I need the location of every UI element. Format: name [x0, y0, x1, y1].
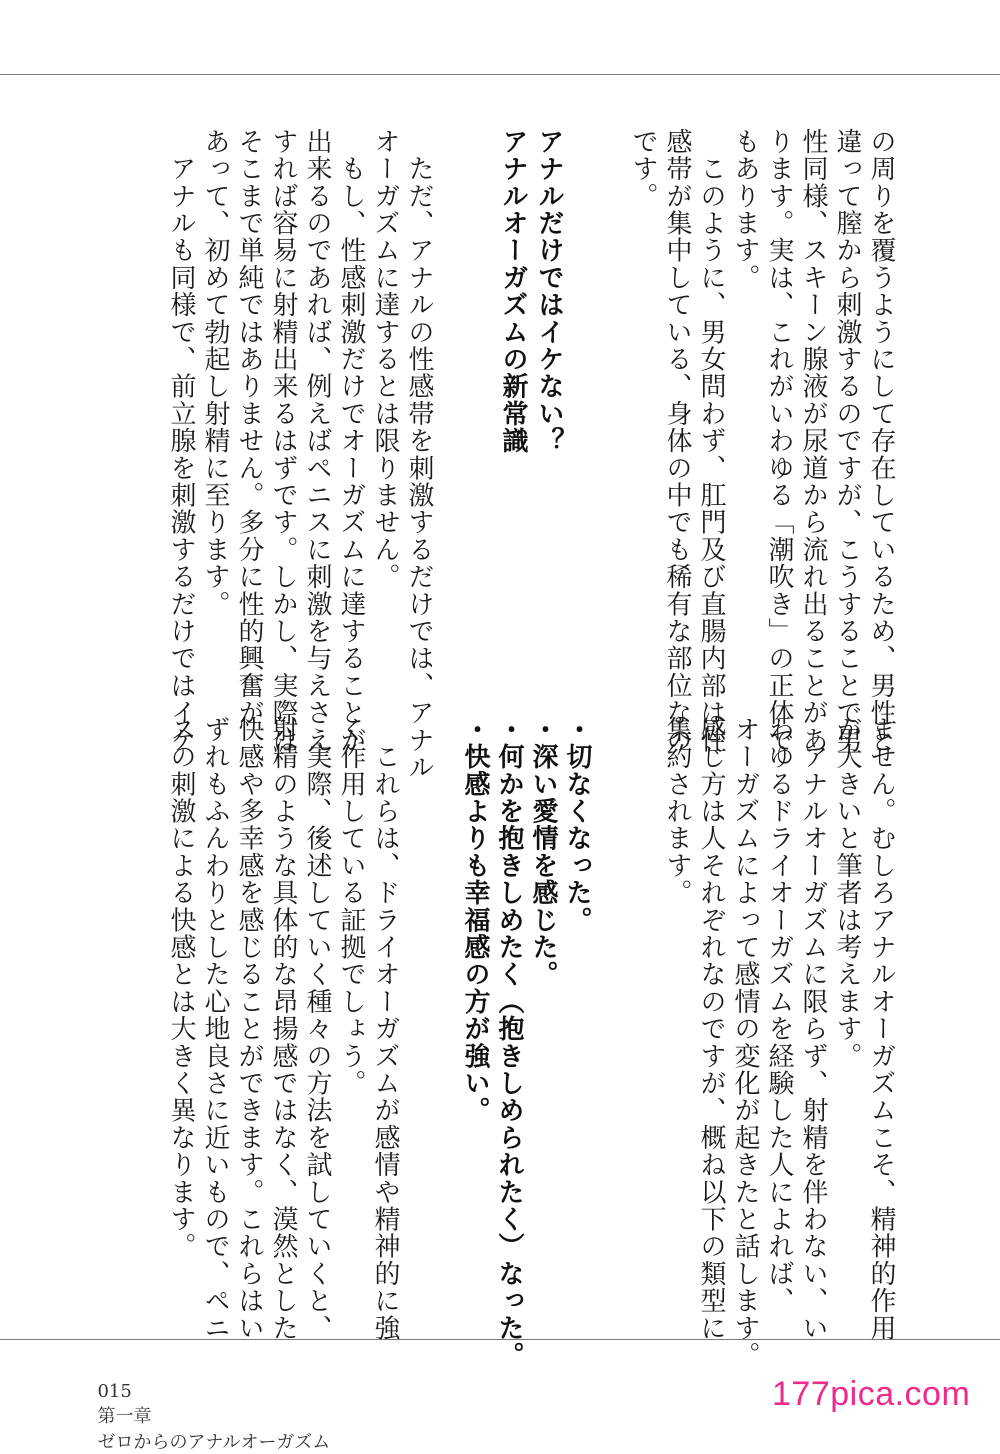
chapter-label: 第一章 [97, 1406, 152, 1427]
lower-text-line: が大きいと筆者は考えます。 [832, 716, 862, 1070]
lower-text-line: スの刺激による快感とは大きく異なります。 [166, 716, 196, 1260]
upper-text-line: このように、男女問わず、肛門及び直腸内部は性 [696, 128, 726, 754]
lower-text-line: わゆるドライオーガズムを経験した人によれば、 [764, 716, 794, 1315]
lower-text-line: 集約されます。 [662, 716, 692, 907]
lower-text-line: アナルオーガズムに限らず、射精を伴わない、い [798, 716, 828, 1342]
lower-heading-line: ・快感よりも幸福感の方が強い。 [460, 716, 490, 1124]
watermark: 177pica.com [772, 1375, 971, 1413]
lower-text-line: オーガズムによって感情の変化が起きたと話します。 [730, 716, 760, 1369]
lower-heading-line: ・何かを抱きしめたく（抱きしめられたく）なった。 [494, 716, 524, 1369]
lower-text-line: 快感や多幸感を感じることができます。これらはい [234, 716, 264, 1342]
upper-text-line: もあります。 [730, 128, 760, 292]
upper-text-line: もし、性感刺激だけでオーガズムに達することが [336, 128, 366, 754]
page-number: 015 [97, 1381, 132, 1402]
upper-text-line: すれば容易に射精出来るはずです。しかし、実際は [268, 128, 298, 754]
lower-text-line: ずれもふんわりとした心地良さに近いもので、ペニ [200, 716, 230, 1342]
upper-text-line: ります。実は、これがいわゆる「潮吹き」の正体で [764, 128, 794, 754]
lower-text-line: 射精のような具体的な昂揚感ではなく、漠然とした [268, 716, 298, 1342]
chapter-title: ゼロからのアナルオーガズム [97, 1432, 331, 1453]
upper-text-line: ただ、アナルの性感帯を刺激するだけでは、アナル [404, 128, 434, 781]
upper-heading-line: アナルだけではイケない？ [534, 128, 564, 455]
page-footer [86, 1360, 344, 1454]
upper-text-line: そこまで単純ではありません。多分に性的興奮が [234, 128, 264, 727]
lower-text-line: く作用している証拠でしょう。 [336, 716, 366, 1097]
upper-text-line: の周りを覆うようにして存在しているため、男性と [866, 128, 896, 754]
upper-text-line: 出来るのであれば、例えばペニスに刺激を与えさえ [302, 128, 332, 754]
lower-heading-line: ・切なくなった。 [562, 716, 592, 934]
lower-heading-line: ・深い愛情を感じた。 [528, 716, 558, 988]
bottom-rule [0, 1339, 1000, 1340]
upper-text-line: 違って膣から刺激するのですが、こうすることで男 [832, 128, 862, 754]
upper-text-line: です。 [628, 128, 658, 210]
upper-text-line: 感帯が集中している、身体の中でも稀有な部位なの [662, 128, 692, 754]
lower-text-line: これらは、ドライオーガズムが感情や精神的に強 [370, 716, 400, 1342]
upper-heading-line: アナルオーガズムの新常識 [498, 128, 528, 455]
lower-text-line: 感じ方は人それぞれなのですが、概ね以下の類型に [696, 716, 726, 1342]
upper-text-line: 性同様、スキーン腺液が尿道から流れ出ることがあ [798, 128, 828, 754]
upper-text-line: アナルも同様で、前立腺を刺激するだけではイケ [166, 128, 196, 754]
top-rule [0, 74, 1000, 75]
lower-text-line: 実際、後述していく種々の方法を試していくと、 [302, 716, 332, 1342]
lower-text-line: ません。むしろアナルオーガズムこそ、精神的作用 [866, 716, 896, 1342]
upper-text-line: オーガズムに達するとは限りません。 [370, 128, 400, 591]
upper-text-line: あって、初めて勃起し射精に至ります。 [200, 128, 230, 618]
